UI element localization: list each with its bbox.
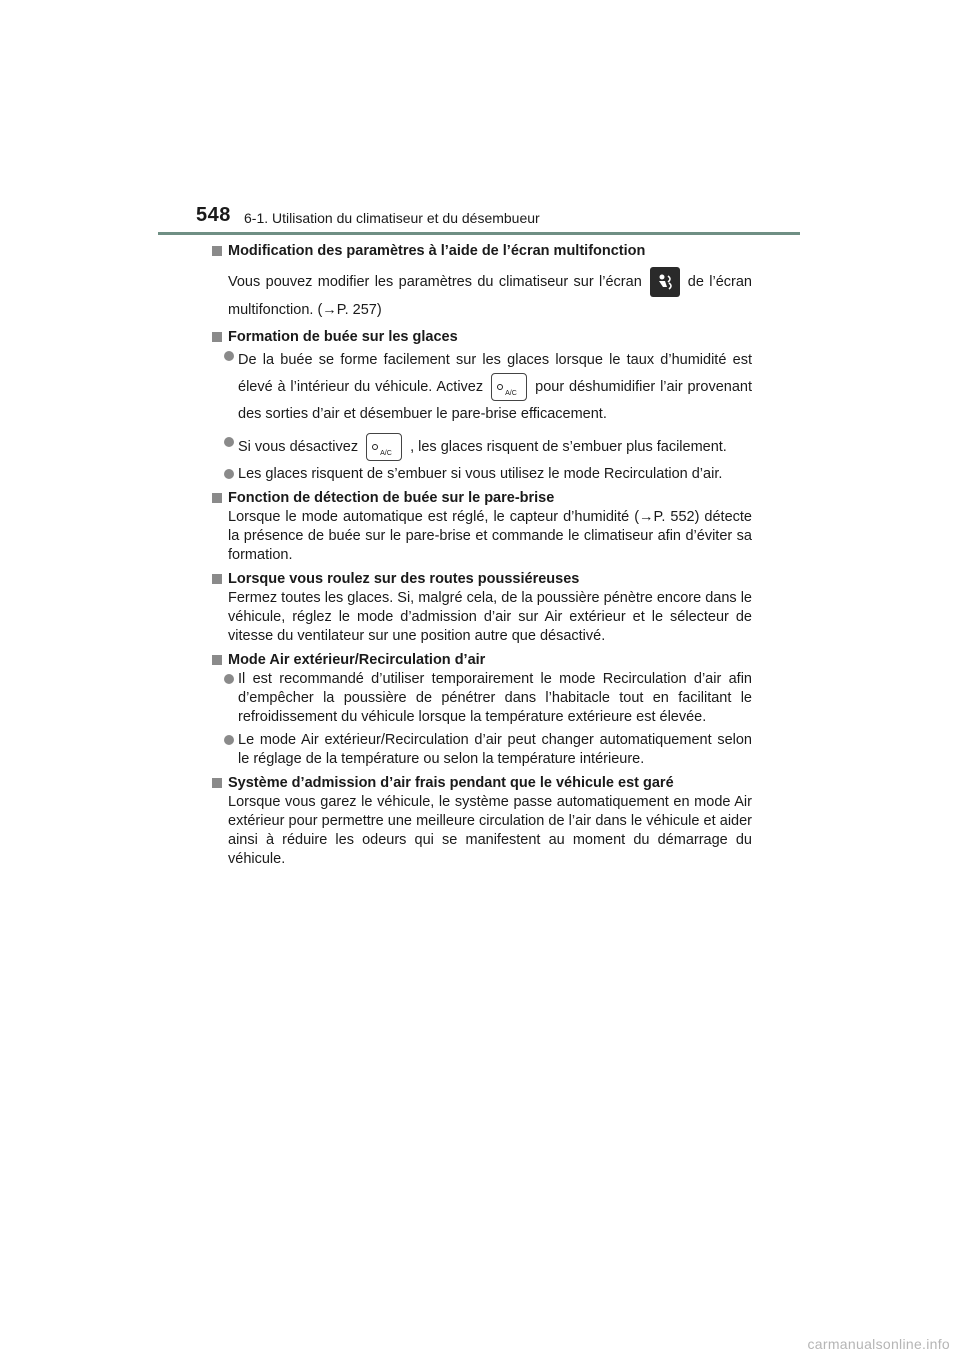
round-bullet-icon [224,674,234,684]
section-fresh-air-parked [212,774,752,869]
square-bullet-icon [212,493,222,503]
square-bullet-icon [212,778,222,788]
section-text: Vous pouvez modifier les paramètres du climatiseur sur l’écran de l’écran multifonction. (→P. 257) [228,267,752,323]
round-bullet-icon [224,735,234,745]
section-multifunction [212,242,752,323]
list-item: Les glaces risquent de s’embuer si vous utilisez le mode Recirculation d’air. [212,465,752,484]
section-text: Fermez toutes les glaces. Si, malgré cela, de la poussière pénètre encore dans le véhicule, réglez le mode d’admission d’air sur Air extérieur et le sélecteur de vitesse du ventilateur sur une position autre que désactivé. [228,590,752,644]
ac-button-icon: A/C [491,373,527,401]
section-fogging [212,328,752,484]
climate-settings-icon [650,267,680,297]
round-bullet-icon [224,437,234,447]
chapter-title: 6-1. Utilisation du climatiseur et du désembueur [244,210,540,226]
list-item: Il est recommandé d’utiliser temporairement le mode Recirculation d’air afin d’empêcher la poussière de pénétrer dans l’habitacle tout en facilitant le refroidissement du véhicule lorsque la température extérieure est élevée. [212,670,752,727]
section-text: Lorsque le mode automatique est réglé, le capteur d’humidité (→P. 552) détecte la présence de buée sur le pare-brise et commande le climatiseur afin d’éviter sa formation. [228,509,752,563]
page-content [212,242,752,874]
section-heading: Lorsque vous roulez sur des routes poussiéreuses [212,570,752,589]
watermark: carmanualsonline.info [807,1336,950,1352]
square-bullet-icon [212,332,222,342]
page-number: 548 [196,204,231,226]
header-rule [158,232,800,235]
section-heading: Modification des paramètres à l’aide de l’écran multifonction [212,242,752,261]
ac-button-icon: A/C [366,433,402,461]
section-heading: Formation de buée sur les glaces [212,328,752,347]
square-bullet-icon [212,574,222,584]
square-bullet-icon [212,246,222,256]
section-heading: Fonction de détection de buée sur le pare-brise [212,489,752,508]
list-item: Le mode Air extérieur/Recirculation d’air peut changer automatiquement selon le réglage de la température ou selon la température intérieure. [212,731,752,769]
section-heading: Mode Air extérieur/Recirculation d’air [212,651,752,670]
round-bullet-icon [224,351,234,361]
list-item: Si vous désactivez A/C , les glaces risquent de s’embuer plus facilement. [212,433,752,461]
section-fog-detection [212,489,752,565]
section-heading: Système d’admission d’air frais pendant que le véhicule est garé [212,774,752,793]
round-bullet-icon [224,469,234,479]
square-bullet-icon [212,655,222,665]
section-dusty-roads [212,570,752,646]
section-air-mode [212,651,752,769]
list-item: De la buée se forme facilement sur les glaces lorsque le taux d’humidité est élevé à l’intérieur du véhicule. Activez A/C pour déshumidifier l’air provenant des sorties d’air et désembuer le pare-brise efficacement. [212,347,752,427]
section-text: Lorsque vous garez le véhicule, le système passe automatiquement en mode Air extérieur pour permettre une meilleure circulation de l’air dans le véhicule et aider ainsi à réduire les odeurs qui se manifestent au moment du démarrage du véhicule. [228,794,752,867]
